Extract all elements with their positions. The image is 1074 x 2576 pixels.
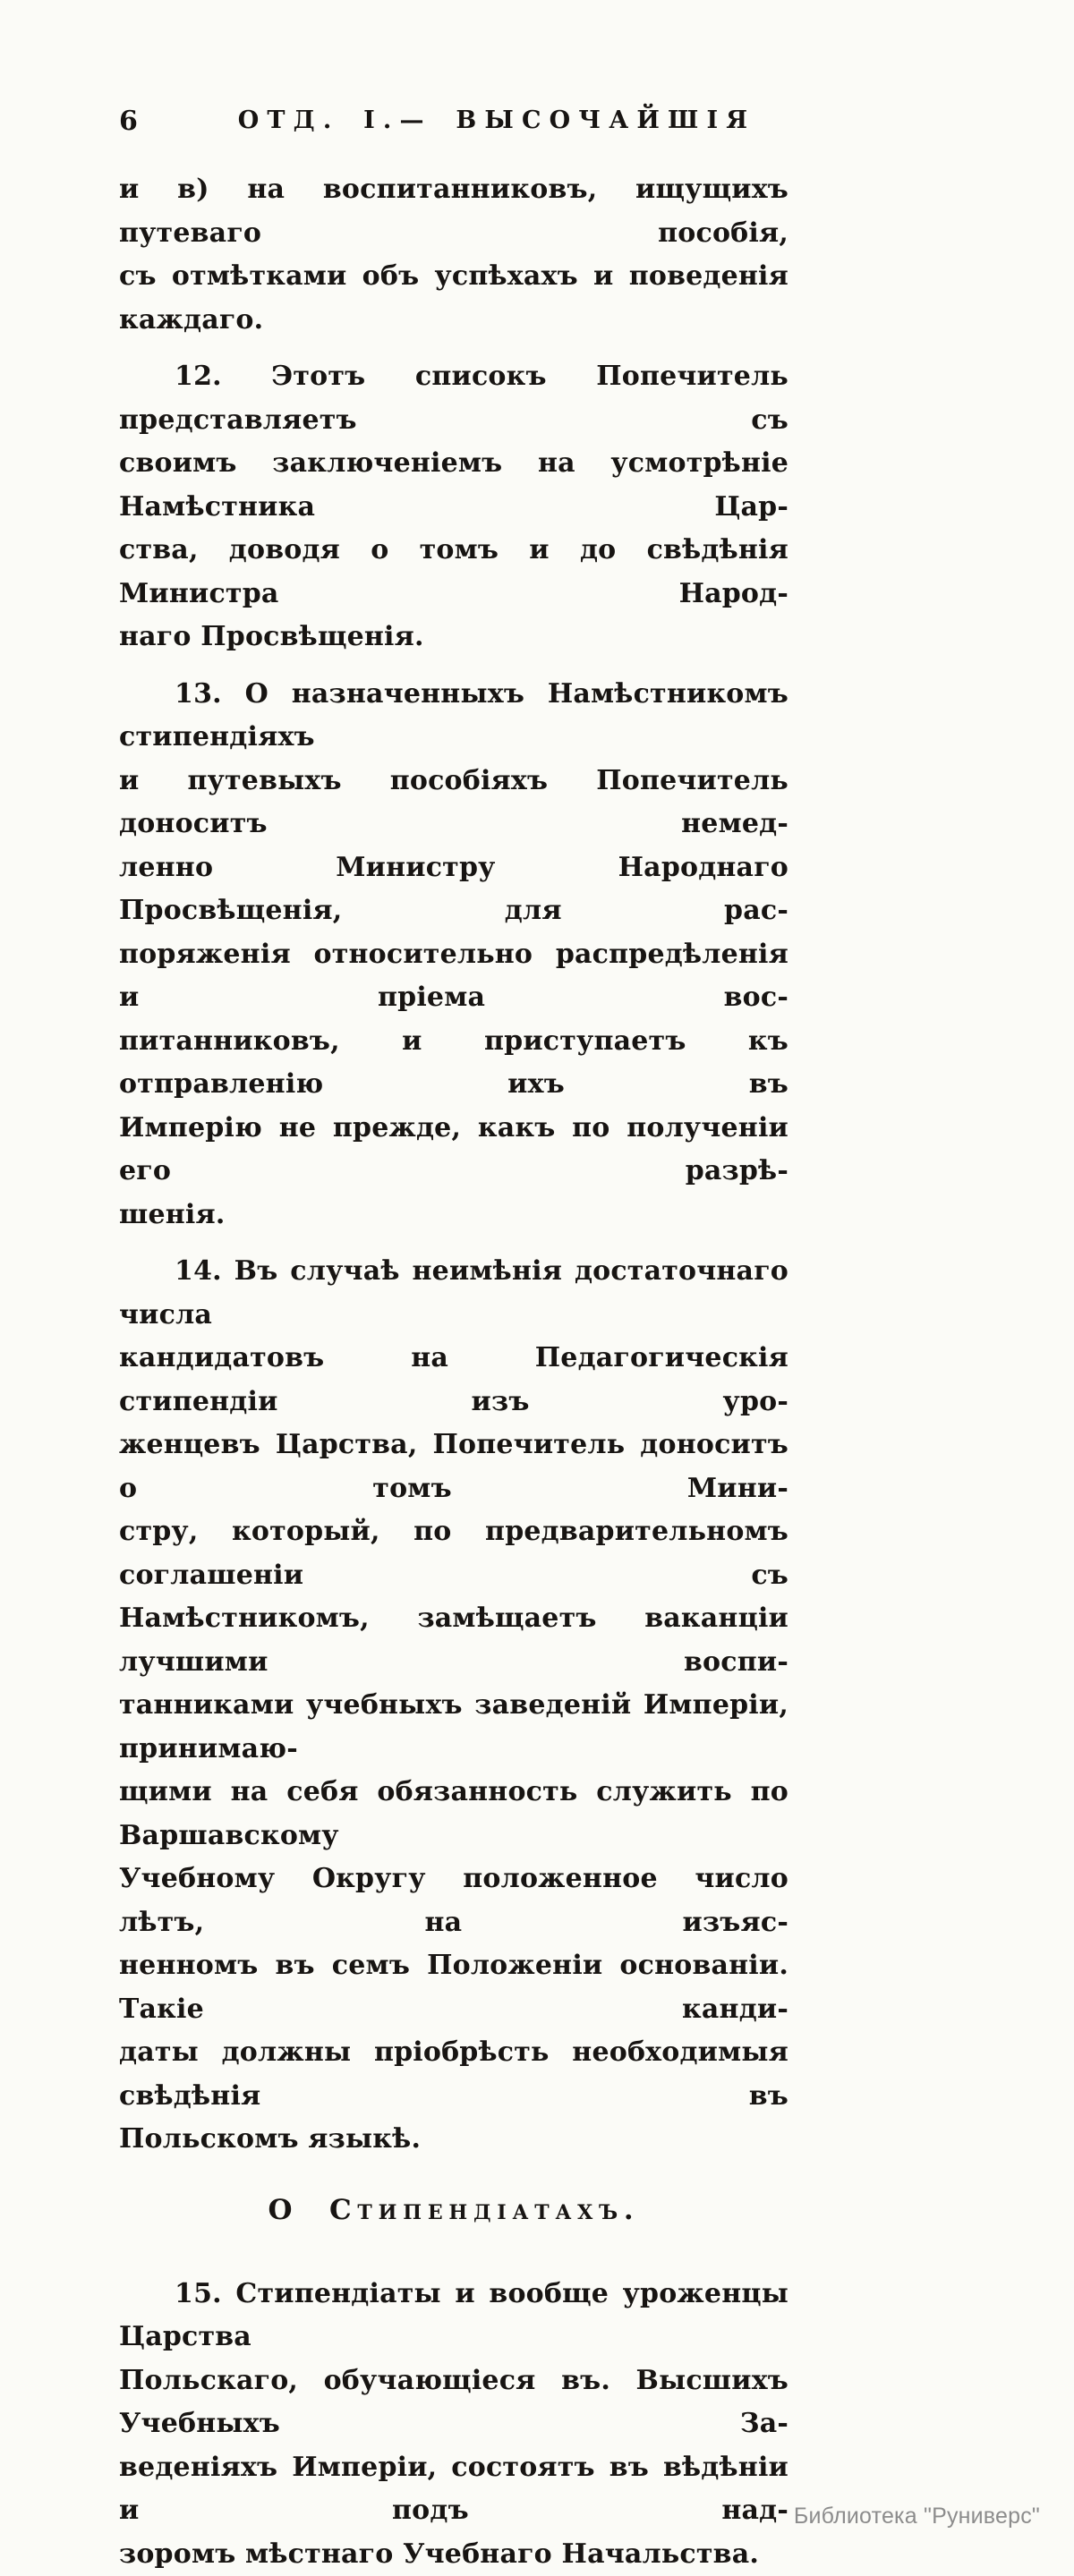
paragraph [119,673,788,1237]
section-heading: О Стипендіатахъ. [119,2189,788,2232]
page-number: 6 [119,106,139,137]
text-column [119,106,788,2576]
text-line: стру, который, по предварительномъ соглашеніи съ [119,1510,788,1597]
text-line: Имперію не прежде, какъ по полученіи его разрѣ- [119,1107,788,1194]
text-line: и путевыхъ пособіяхъ Попечитель доноситъ немед- [119,760,788,846]
text-line: 15. Стипендіаты и вообще уроженцы Царства [119,2273,788,2359]
text-line: и в) на воспитанниковъ, ищущихъ путеваго пособія, [119,168,788,255]
text-line: зоромъ мѣстнаго Учебнаго Начальства. [119,2533,788,2576]
text-line: веденіяхъ Имперіи, состоятъ въ вѣдѣніи и подъ над- [119,2446,788,2533]
paragraph [119,1250,788,2162]
library-watermark: Библиотека "Руниверс" [794,2504,1040,2529]
text-line: Учебному Округу положенное число лѣтъ, на изъяс- [119,1858,788,1944]
running-header: ОТД. I.— ВЫСОЧАЙШІЯ [162,106,831,134]
paragraph [119,168,788,342]
text-line: шенія. [119,1194,788,1237]
paragraph [119,2273,788,2576]
text-line: даты должны пріобрѣсть необходимыя свѣдѣнія въ [119,2031,788,2118]
text-line: Польскомъ языкѣ. [119,2118,788,2162]
text-line: женцевъ Царства, Попечитель доноситъ о томъ Мини- [119,1424,788,1510]
text-line: 14. Въ случаѣ неимѣнія достаточнаго числа [119,1250,788,1337]
text-line: 12. Этотъ списокъ Попечитель представляетъ съ [119,355,788,442]
text-line: ненномъ въ семъ Положеніи основаніи. Такіе канди- [119,1944,788,2031]
text-line: наго Просвѣщенія. [119,616,788,659]
text-line: Намѣстникомъ, замѣщаетъ ваканціи лучшими воспи- [119,1597,788,1684]
text-line: ленно Министру Народнаго Просвѣщенія, для рас- [119,846,788,933]
text-line: поряженія относительно распредѣленія и пріема вос- [119,933,788,1020]
text-line: кандидатовъ на Педагогическія стипендіи изъ уро- [119,1337,788,1424]
text-line: щими на себя обязанность служить по Варшавскому [119,1771,788,1858]
text-line: 13. О назначенныхъ Намѣстникомъ стипендіяхъ [119,673,788,760]
text-line: Польскаго, обучающіеся въ. Высшихъ Учебныхъ За- [119,2359,788,2446]
text-line: танниками учебныхъ заведеній Имперіи, принимаю- [119,1684,788,1771]
text-line: питанниковъ, и приступаетъ къ отправленію ихъ въ [119,1020,788,1107]
text-line: ства, доводя о томъ и до свѣдѣнія Министра Народ- [119,529,788,616]
page-header [119,106,788,136]
paragraph [119,355,788,659]
page-content [119,168,788,2576]
text-line: своимъ заключеніемъ на усмотрѣніе Намѣстника Цар- [119,442,788,529]
text-line: съ отмѣтками объ успѣхахъ и поведенія каждаго. [119,255,788,342]
